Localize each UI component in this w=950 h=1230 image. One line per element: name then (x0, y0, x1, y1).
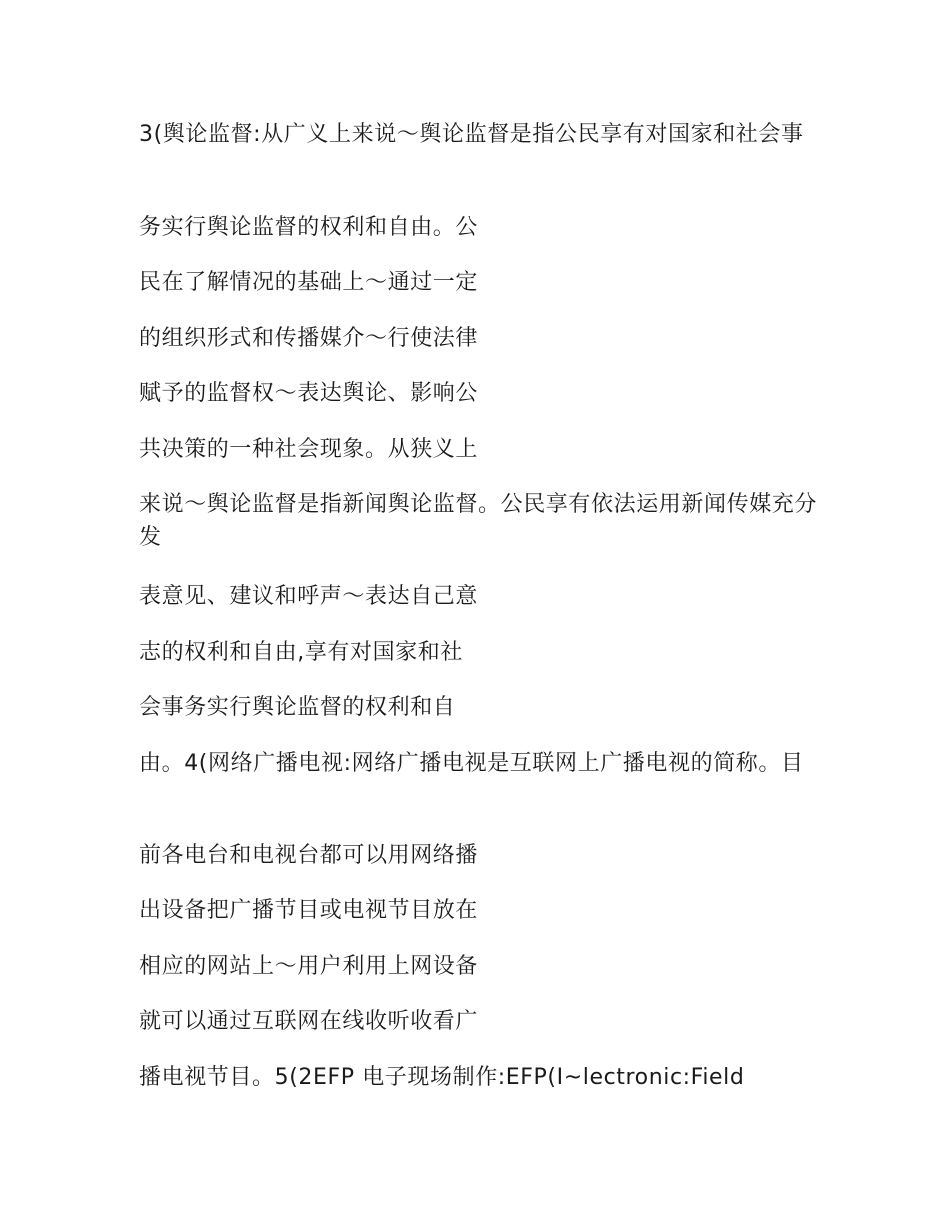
text-line: 民在了解情况的基础上～通过一定 (139, 270, 479, 295)
text-line: 来说～舆论监督是指新闻舆论监督。公民享有依法运用新闻传媒充分发 (139, 492, 818, 550)
text-line: 共决策的一种社会现象。从狭义上 (139, 437, 479, 462)
text-line: 就可以通过互联网在线收听收看广 (139, 1009, 479, 1034)
text-line: 务实行舆论监督的权利和自由。公 (139, 215, 479, 240)
text-line: 会事务实行舆论监督的权利和自 (139, 695, 456, 720)
text-line: 表意见、建议和呼声～表达自己意 (139, 584, 479, 609)
text-line: 由。4(网络广播电视:网络广播电视是互联网上广播电视的简称。目 (139, 751, 804, 776)
text-line: 志的权利和自由,享有对国家和社 (139, 640, 463, 665)
text-line: 相应的网站上～用户利用上网设备 (139, 954, 479, 979)
text-line: 出设备把广播节目或电视节目放在 (139, 898, 479, 923)
text-line: 的组织形式和传播媒介～行使法律 (139, 326, 479, 351)
text-line: 播电视节目。5(2EFP 电子现场制作:EFP(I~lectronic:Field (139, 1065, 745, 1090)
text-line: 前各电台和电视台都可以用网络播 (139, 843, 479, 868)
text-line: 赋予的监督权～表达舆论、影响公 (139, 381, 479, 406)
text-line: 3(舆论监督:从广义上来说～舆论监督是指公民享有对国家和社会事 (139, 122, 804, 147)
